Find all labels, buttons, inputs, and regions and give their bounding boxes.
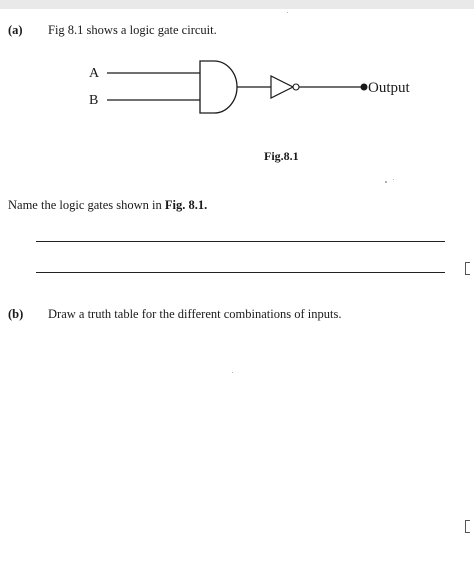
output-terminal-dot <box>361 84 368 91</box>
part-b-label: (b) <box>8 307 24 321</box>
scan-speck <box>385 181 387 183</box>
logic-circuit-diagram <box>0 50 474 130</box>
scan-speck <box>393 179 394 180</box>
marks-bracket <box>465 262 470 275</box>
not-gate-bubble <box>293 84 299 90</box>
part-a-label: (a) <box>8 23 23 37</box>
input-b-label: B <box>89 93 99 108</box>
input-a-label: A <box>89 66 100 81</box>
question-text <box>8 198 207 213</box>
not-gate-symbol <box>271 76 293 98</box>
page-top-band <box>0 0 474 9</box>
scan-speck <box>232 372 233 373</box>
marks-bracket-bottom <box>465 520 470 533</box>
output-label: Output <box>368 80 410 96</box>
part-a-intro: Fig 8.1 shows a logic gate circuit. <box>48 23 217 37</box>
and-gate-symbol <box>200 61 237 113</box>
question-figure-ref: Fig. 8.1. <box>164 198 208 212</box>
question-text-main: Name the logic gates shown in <box>8 198 165 212</box>
answer-line-2[interactable] <box>36 272 445 273</box>
scan-speck <box>287 12 288 13</box>
part-b-text: Draw a truth table for the different combinations of inputs. <box>48 307 342 321</box>
answer-line-1[interactable] <box>36 241 445 242</box>
figure-caption: Fig.8.1 <box>264 149 299 163</box>
